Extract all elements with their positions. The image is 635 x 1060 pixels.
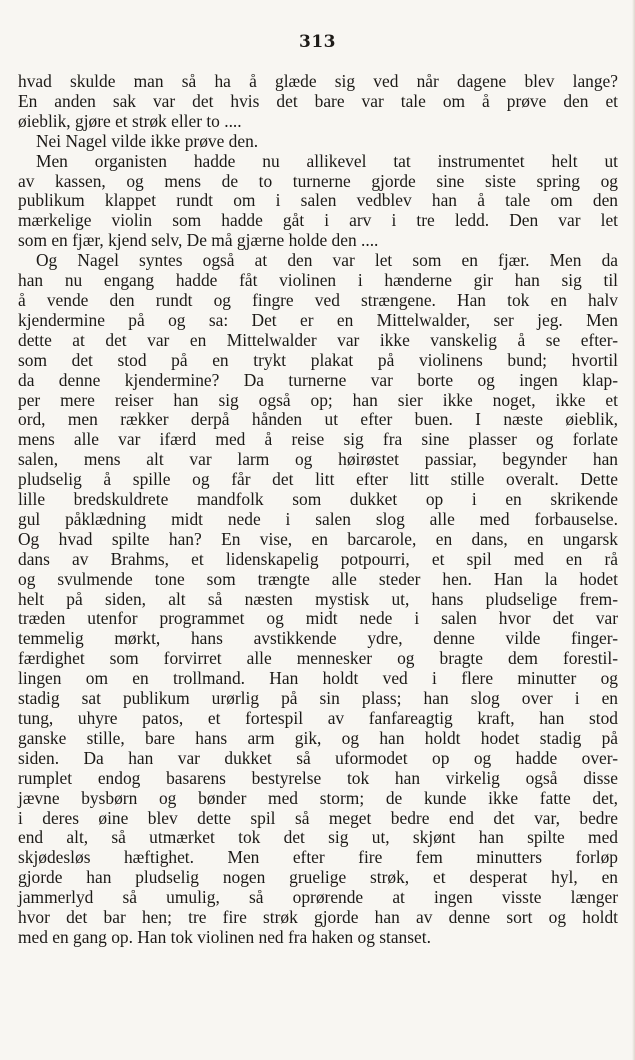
text-line: tung, uhyre patos, et fortespil av fanfareagtig kraft, han stod: [18, 708, 618, 728]
text-line: gjorde han pludselig nogen gruelige strøk, et desperat hyl, en: [18, 867, 618, 888]
text-line: færdighet som forvirret alle mennesker og bragte dem forestil-: [18, 648, 618, 669]
text-line: En anden sak var det hvis det bare var tale om å prøve den et: [18, 90, 618, 111]
text-line: rumplet endog basarens bestyrelse tok han virkelig også disse: [18, 767, 618, 788]
text-line: i deres øine blev dette spil så meget bedre end det var, bedre: [18, 807, 618, 828]
text-line: Og Nagel syntes også at den var let som en fjær. Men da: [36, 250, 618, 271]
text-line: Men organisten hadde nu allikevel tat instrumentet helt ut: [36, 150, 618, 171]
text-line: temmelig mørkt, hans avstikkende ydre, denne vilde finger-: [18, 628, 618, 649]
text-line: dans av Brahms, et lidenskapelig potpourri, et spil med en rå: [18, 548, 618, 569]
text-line: å vende den rundt og fingre ved strængene. Han tok en halv: [18, 289, 618, 310]
text-line: stadig sat publikum urørlig på sin plass; han slog over i en: [18, 688, 618, 709]
text-line: ord, men rækker derpå hånden ut efter buen. I næste øieblik,: [18, 409, 618, 430]
text-line: pludselig å spille og får det litt efter litt stille overalt. Dette: [18, 469, 618, 490]
text-line: kjendermine på og sa: Det er en Mittelwalder, ser jeg. Men: [18, 309, 618, 330]
text-line: træden utenfor programmet og midt nede i salen hvor det var: [18, 608, 618, 629]
text-line: salen, mens alt var larm og høirøstet passiar, begynder han: [18, 449, 618, 470]
text-line: av kassen, og mens de to turnerne gjorde sine siste spring og: [18, 170, 618, 191]
text-line: lingen om en trollmand. Han holdt ved i flere minutter og: [18, 668, 618, 689]
text-line: da denne kjendermine? Da turnerne var borte og ingen klap-: [18, 369, 618, 390]
text-line: mærkelige violin som hadde gåt i arv i tre ledd. Den var let: [18, 210, 618, 231]
text-line: Og hvad spilte han? En vise, en barcarole, en dans, en ungarsk: [18, 528, 618, 549]
text-line: gul påklædning midt nede i salen slog alle med forbauselse.: [18, 508, 618, 529]
text-line: per mere reiser han sig også op; han sier ikke noget, ikke et: [18, 389, 618, 410]
text-line: som det stod på en trykt plakat på violinens bund; hvortil: [18, 349, 618, 370]
text-line: siden. Da han var dukket så uformodet op og hadde over-: [18, 747, 618, 768]
body-text: [18, 72, 618, 948]
text-line: med en gang op. Han tok violinen ned fra haken og stanset.: [18, 926, 431, 947]
text-line: hvor det bar hen; tre fire strøk gjorde han av denne sort og holdt: [18, 907, 618, 928]
text-line: skjødesløs hæftighet. Men efter fire fem minutters forløp: [18, 847, 618, 868]
text-line: og svulmende tone som trængte alle steder hen. Han la hodet: [18, 568, 618, 589]
text-line: øieblik, gjøre et strøk eller to ....: [18, 110, 242, 131]
text-line: mens alle var ifærd med å reise sig fra sine plasser og forlate: [18, 429, 618, 450]
text-line: han nu engang hadde fåt violinen i hænderne gir han sig til: [18, 270, 618, 291]
text-line: dette at det var en Mittelwalder var ikke vanskelig å se efter-: [18, 329, 618, 350]
text-line: publikum klappet rundt om i salen vedblev han å tale om den: [18, 190, 618, 211]
text-line: end alt, så utmærket tok det sig ut, skjønt han spilte med: [18, 827, 618, 848]
text-line: lille bredskuldrete mandfolk som dukket op i en skrikende: [18, 489, 618, 510]
text-line: jævne bysbørn og bønder med storm; de kunde ikke fatte det,: [18, 787, 618, 808]
text-line: som en fjær, kjend selv, De må gjærne holde den ....: [18, 230, 379, 251]
text-line: hvad skulde man så ha å glæde sig ved når dagene blev lange?: [18, 71, 618, 91]
text-line: Nei Nagel vilde ikke prøve den.: [36, 130, 259, 151]
text-line: helt på siden, alt så næsten mystisk ut, hans pludselige frem-: [18, 588, 618, 609]
text-line: ganske stille, bare hans arm gik, og han holdt hodet stadig på: [18, 727, 618, 748]
page-number: 313: [299, 32, 336, 52]
text-line: jammerlyd så umulig, så oprørende at ingen visste længer: [18, 887, 618, 908]
